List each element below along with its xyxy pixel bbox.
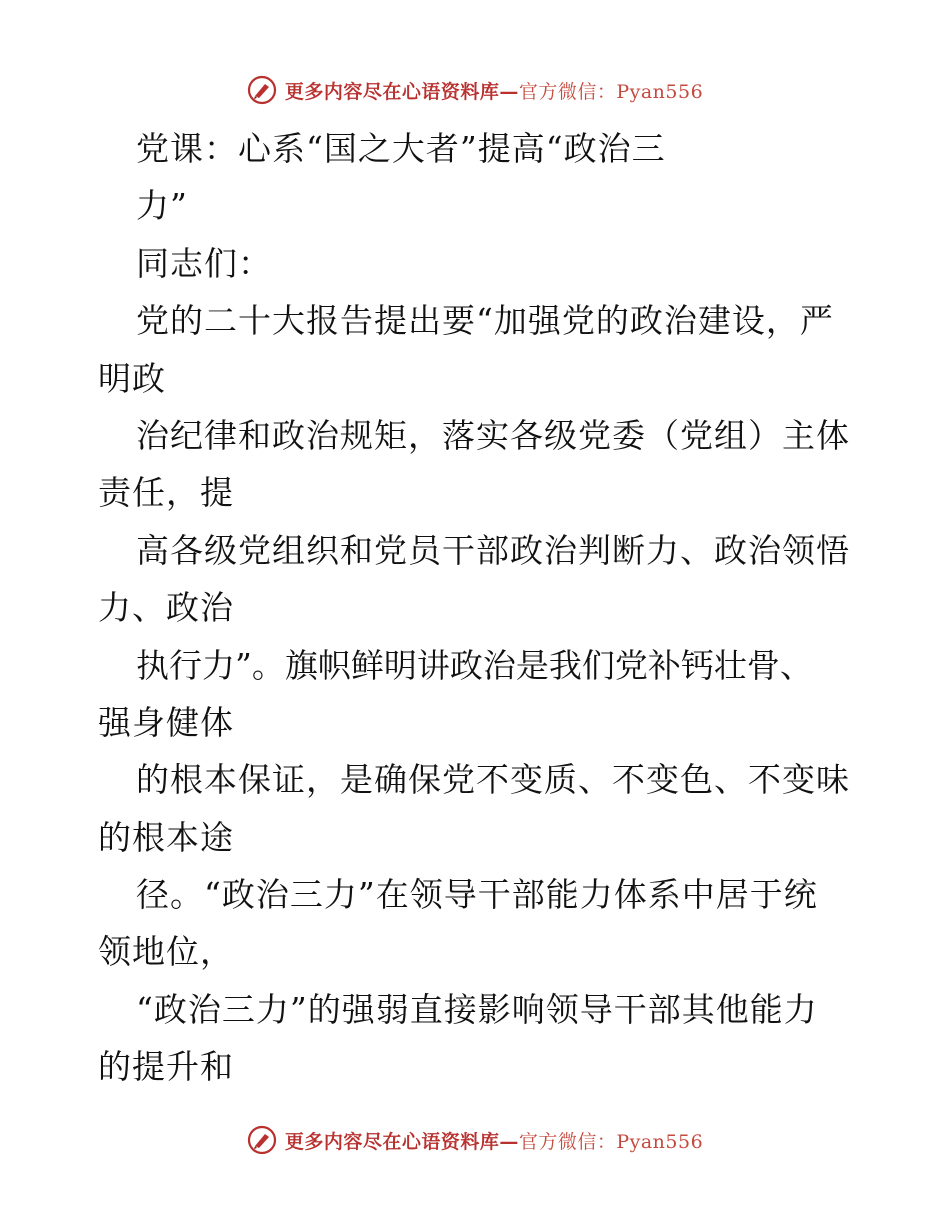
pen-logo-icon	[247, 75, 277, 105]
document-title-line-1: 党课：心系“国之大者”提高“政治三	[136, 129, 666, 168]
pen-logo-icon	[247, 1125, 277, 1155]
banner-text	[285, 77, 703, 104]
banner-wechat-text: 官方微信：Pyan556	[518, 80, 704, 103]
paragraph-line: 的提升和	[98, 1047, 234, 1087]
header-watermark-banner	[0, 70, 950, 110]
banner-site-text: 更多内容尽在心语资料库	[284, 1130, 500, 1153]
paragraph-line: 领地位，	[98, 932, 234, 972]
paragraph-line: 治纪律和政治规矩，落实各级党委（党组）主体	[136, 415, 850, 455]
footer-watermark-banner	[0, 1120, 950, 1160]
paragraph-line: 党的二十大报告提出要“加强党的政治建设，严	[136, 301, 834, 341]
banner-separator: —	[499, 1130, 519, 1153]
banner-separator: —	[499, 80, 519, 103]
paragraph-line: 的根本途	[98, 817, 234, 857]
paragraph-line: 径。“政治三力”在领导干部能力体系中居于统	[136, 875, 818, 915]
paragraph-line: 责任，提	[98, 473, 234, 513]
paragraph-line: 执行力”。旗帜鲜明讲政治是我们党补钙壮骨、	[136, 645, 813, 685]
paragraph-line: 强身健体	[98, 702, 234, 742]
banner-wechat-text: 官方微信：Pyan556	[518, 1130, 704, 1153]
paragraph-line: “政治三力”的强弱直接影响领导干部其他能力	[136, 989, 818, 1029]
banner-site-text: 更多内容尽在心语资料库	[284, 80, 500, 103]
salutation: 同志们：	[136, 243, 272, 283]
document-title-line-2: 力”	[136, 186, 188, 226]
document-body	[98, 120, 858, 1096]
paragraph-line: 高各级党组织和党员干部政治判断力、政治领悟	[136, 530, 850, 570]
paragraph-line: 明政	[98, 358, 166, 398]
banner-text	[285, 1127, 703, 1154]
paragraph-line: 力、政治	[98, 588, 234, 628]
paragraph-line: 的根本保证，是确保党不变质、不变色、不变味	[136, 760, 850, 800]
